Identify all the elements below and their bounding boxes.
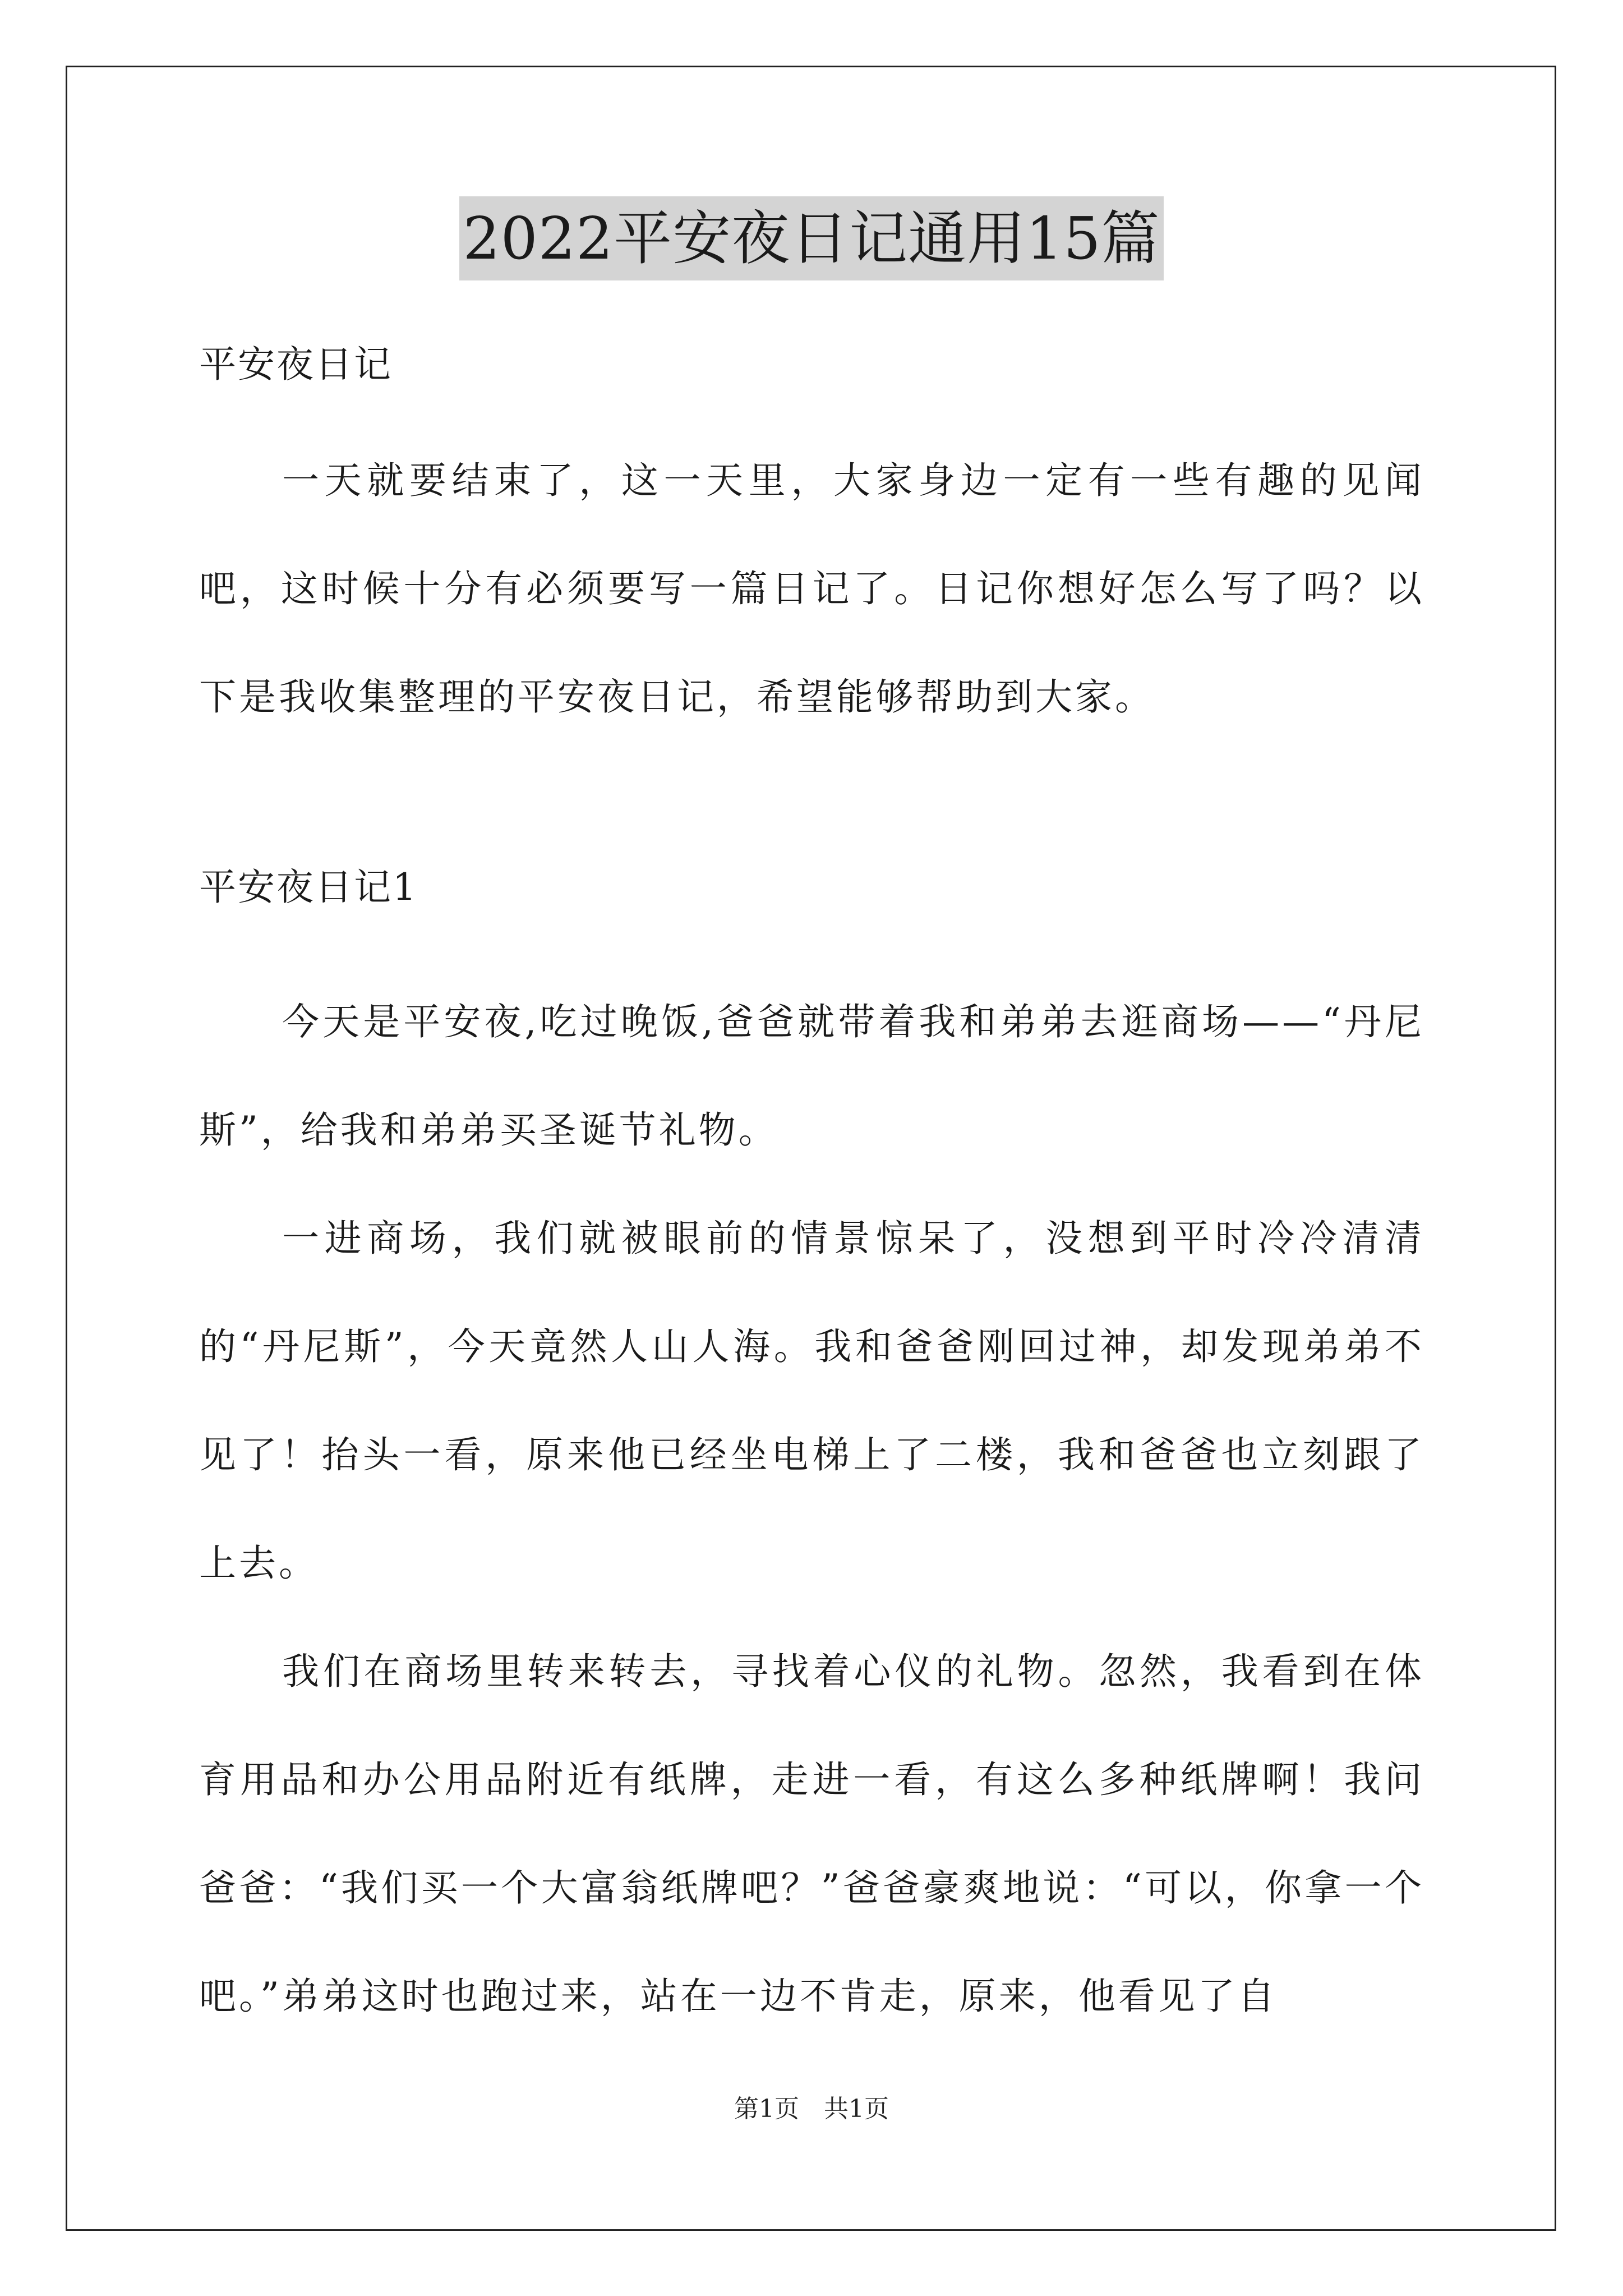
spacer bbox=[199, 915, 1424, 968]
body-paragraph: 我们在商场里转来转去，寻找着心仪的礼物。忽然，我看到在体育用品和办公用品附近有纸牌，走进一看，有这么多种纸牌啊！我问爸爸：“我们买一个大富翁纸牌吧？”爸爸豪爽地说：“可以，你拿一个吧。”弟弟这时也跑过来，站在一边不肯走，原来，他看见了自 bbox=[199, 1650, 1424, 2018]
intro-heading: 平安夜日记 bbox=[199, 343, 393, 386]
page-number: 第1页 bbox=[734, 2095, 799, 2123]
title-container bbox=[0, 196, 1623, 280]
document-title: 2022平安夜日记通用15篇 bbox=[459, 196, 1163, 280]
page-total: 共1页 bbox=[824, 2095, 889, 2123]
spacer bbox=[199, 751, 1424, 859]
page-footer bbox=[0, 2092, 1623, 2126]
body-paragraph: 一进商场，我们就被眼前的情景惊呆了，没想到平时冷冷清清的“丹尼斯”，今天竟然人山人海。我和爸爸刚回过神，却发现弟弟不见了！抬头一看，原来他已经坐电梯上了二楼，我和爸爸也立刻跟了上去。 bbox=[199, 1217, 1424, 1585]
spacer bbox=[199, 393, 1424, 426]
intro-paragraph: 一天就要结束了，这一天里，大家身边一定有一些有趣的见闻吧，这时候十分有必须要写一篇日记了。日记你想好怎么写了吗？以下是我收集整理的平安夜日记，希望能够帮助到大家。 bbox=[199, 459, 1424, 719]
body-paragraph: 今天是平安夜,吃过晚饭,爸爸就带着我和弟弟去逛商场——“丹尼斯”，给我和弟弟买圣诞节礼物。 bbox=[199, 1000, 1424, 1152]
document-body bbox=[199, 337, 1424, 2050]
section-heading: 平安夜日记1 bbox=[199, 866, 418, 909]
